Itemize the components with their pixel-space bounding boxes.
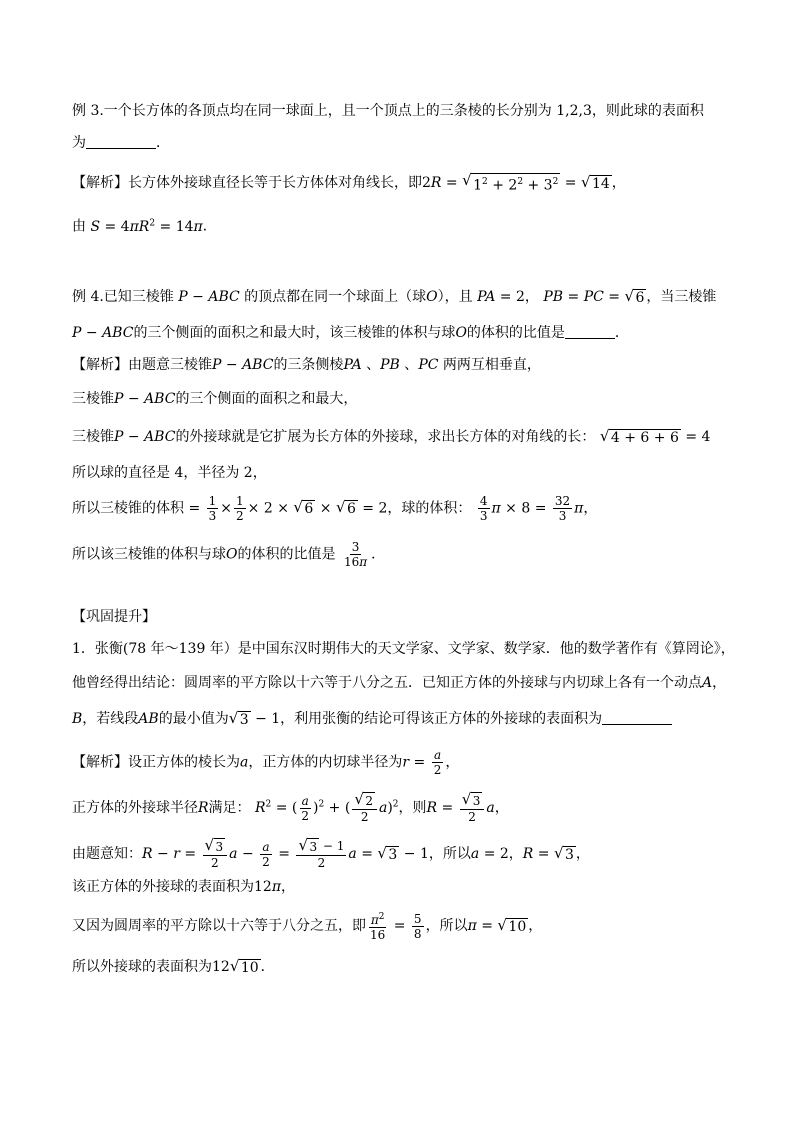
formula-diameter: 2R = √ $1^2 + 2^2 + 3^2$ = √ 14: [422, 175, 612, 191]
ex4-solution-line4: 所以球的直径是 4，半径为 2，: [72, 465, 267, 481]
ex4-solution-line3: 三棱锥P − ABC的外接球就是它扩展为长方体的外接球，求出长方体的对角线的长： √ 4 + 6 + 6 = 4: [72, 426, 710, 448]
formula-surface: $S = 4\pi R^2 = 14\pi$: [90, 218, 203, 235]
problem1-solution-line2: 正方体的外接球半径R满足： $R^2$ = ( $\frac{a}{2}$ )$^2$ + ( √ $\frac{2}{2}$ a)$^2$，则R = √ $\frac{3}{2}$ a，: [72, 792, 509, 824]
problem1-solution-line4: 该正方体的外接球的表面积为12π，: [72, 879, 296, 895]
problem1-solution-line5: 又因为圆周率的平方除以十六等于八分之五，即 $\frac{\pi^2}{16}$ = $\frac{5}{8}$ ，所以π = √ 10 ，: [72, 910, 542, 942]
ex4-solution-line6: 所以该三棱锥的体积与球O的体积的比值是 $\frac{3}{16\pi}$ ．: [72, 540, 386, 569]
ex3-question-line1: 例 3.一个长方体的各顶点均在同一球面上，且一个顶点上的三条棱的长分别为 1,2,3，则此球的表面积: [72, 103, 704, 119]
ex3-question-line2: 为 ．: [72, 135, 170, 151]
ex4-solution-line5: 所以三棱锥的体积 = $\frac{1}{3}$ × $\frac{1}{2}$ × 2 × √ 6 × √ 6 = 2，球的体积： $\frac{4}{3}$ π × 8 = $\frac{32}{3}$ π，: [72, 494, 597, 523]
problem1-line2: 他曾经得出结论：圆周率的平方除以十六等于八分之五．已知正方体的外接球与内切球上各有一个动点A，: [72, 675, 727, 691]
problem1-line3: B，若线段AB的最小值为√ 3 − 1，利用张衡的结论可得该正方体的外接球的表面积为: [72, 708, 672, 730]
problem1-solution-line6: 所以外接球的表面积为12√ 10 ．: [72, 956, 275, 978]
problem1-line1: 1．张衡(78 年～139 年）是中国东汉时期伟大的天文学家、文学家、数学家．他的数学著作有《算罔论》，: [72, 641, 735, 657]
ex3-solution-line2: 由 $S = 4\pi R^2 = 14\pi$．: [72, 218, 217, 235]
problem1-solution-line1: 【解析】设正方体的棱长为a，正方体的内切球半径为r = $\frac{a}{2}$ ，: [72, 748, 460, 777]
answer-blank: [602, 710, 672, 725]
ex4-solution-line2: 三棱锥P − ABC的三个侧面的面积之和最大，: [72, 391, 358, 407]
answer-blank: [86, 134, 156, 149]
ex4-question-line2: P − ABC的三个侧面的面积之和最大时，该三棱锥的体积与球O的体积的比值是 ．: [72, 325, 629, 341]
ex3-solution-line1: 【解析】长方体外接球直径长等于长方体体对角线长，即2R = √ $1^2 + 2^2 + 3^2$ = √ 14 ，: [72, 172, 626, 194]
section-title: 【巩固提升】: [72, 609, 156, 625]
ex4-solution-line1: 【解析】由题意三棱锥P − ABC的三条侧棱PA 、PB 、PC 两两互相垂直，: [72, 357, 541, 373]
problem1-solution-line3: 由题意知：R − r = √ $\frac{3}{2}$ a − $\frac{a}{2}$ = √ $\frac{3 - 1}{2}$ a = √ 3 − 1，所以a = 2，R = √ 3 ，: [72, 838, 590, 870]
answer-blank: [565, 324, 615, 339]
ex4-question-line1: 例 4.已知三棱锥 P − ABC 的顶点都在同一个球面上（球O），且 PA = 2， PB = PC = √ 6 ，当三棱锥: [72, 286, 716, 308]
